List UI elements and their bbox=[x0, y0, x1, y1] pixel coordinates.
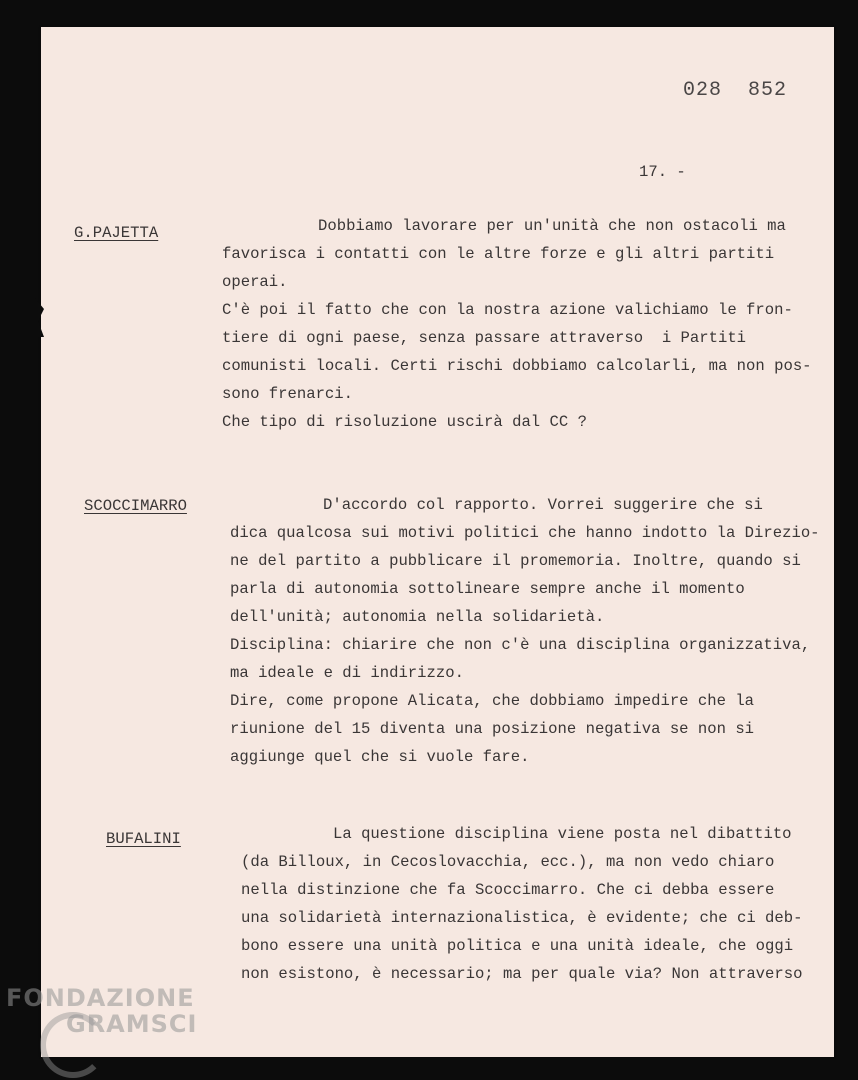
text-line: La questione disciplina viene posta nel dibattito bbox=[333, 825, 792, 843]
text-line: Disciplina: chiarire che non c'è una disciplina organizzativa, bbox=[230, 636, 811, 654]
text-line: ne del partito a pubblicare il promemoria. Inoltre, quando si bbox=[230, 552, 801, 570]
text-line: Che tipo di risoluzione uscirà dal CC ? bbox=[222, 413, 587, 431]
text-line: operai. bbox=[222, 273, 288, 291]
document-page bbox=[41, 27, 834, 1057]
text-line: favorisca i contatti con le altre forze e gli altri partiti bbox=[222, 245, 775, 263]
speech-paragraph bbox=[230, 491, 820, 771]
watermark-line-1: FONDAZIONE bbox=[6, 984, 195, 1012]
text-line: C'è poi il fatto che con la nostra azione valichiamo le fron- bbox=[222, 301, 793, 319]
text-line: tiere di ogni paese, senza passare attraverso i Partiti bbox=[222, 329, 747, 347]
text-line: una solidarietà internazionalistica, è evidente; che ci deb- bbox=[241, 909, 803, 927]
speaker-name: BUFALINI bbox=[106, 830, 181, 848]
text-line: dica qualcosa sui motivi politici che hanno indotto la Direzio- bbox=[230, 524, 820, 542]
text-line: (da Billoux, in Cecoslovacchia, ecc.), ma non vedo chiaro bbox=[241, 853, 775, 871]
watermark bbox=[6, 985, 197, 1037]
page-number: 17. - bbox=[639, 163, 686, 181]
text-line: dell'unità; autonomia nella solidarietà. bbox=[230, 608, 605, 626]
speech-paragraph bbox=[222, 212, 812, 436]
archive-number: 028 852 bbox=[683, 79, 788, 102]
watermark-line-2: GRAMSCI bbox=[66, 1010, 198, 1038]
speaker-name: SCOCCIMARRO bbox=[84, 497, 187, 515]
speech-paragraph bbox=[241, 820, 802, 988]
speaker-name: G.PAJETTA bbox=[74, 224, 159, 242]
text-line: aggiunge quel che si vuole fare. bbox=[230, 748, 530, 766]
text-line: non esistono, è necessario; ma per quale via? Non attraverso bbox=[241, 965, 803, 983]
text-line: comunisti locali. Certi rischi dobbiamo calcolarli, ma non pos- bbox=[222, 357, 812, 375]
text-line: D'accordo col rapporto. Vorrei suggerire che si bbox=[323, 496, 763, 514]
text-line: Dobbiamo lavorare per un'unità che non ostacoli ma bbox=[318, 217, 786, 235]
text-line: sono frenarci. bbox=[222, 385, 354, 403]
text-line: Dire, come propone Alicata, che dobbiamo impedire che la bbox=[230, 692, 755, 710]
text-line: nella distinzione che fa Scoccimarro. Che ci debba essere bbox=[241, 881, 775, 899]
text-line: parla di autonomia sottolineare sempre anche il momento bbox=[230, 580, 745, 598]
text-line: bono essere una unità politica e una unità ideale, che oggi bbox=[241, 937, 794, 955]
text-line: riunione del 15 diventa una posizione negativa se non si bbox=[230, 720, 755, 738]
text-line: ma ideale e di indirizzo. bbox=[230, 664, 464, 682]
